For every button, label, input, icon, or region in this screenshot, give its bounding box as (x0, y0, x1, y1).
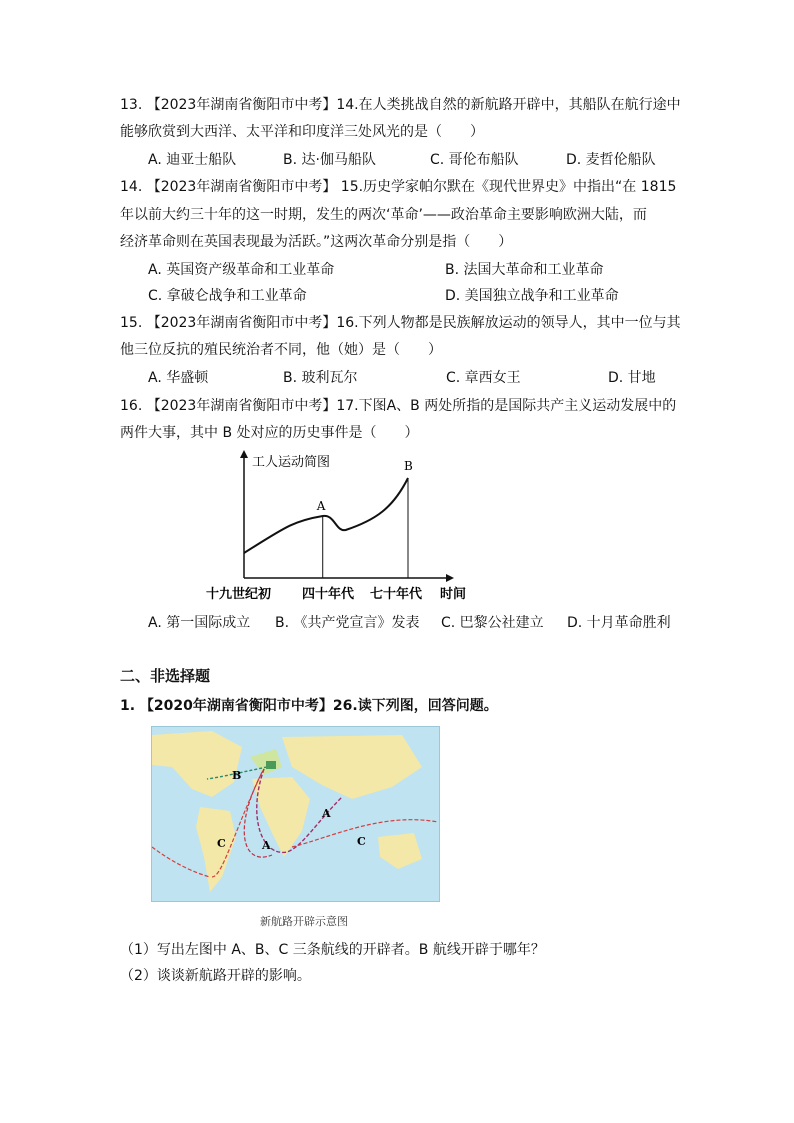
y-axis-arrow (240, 450, 248, 458)
x-axis-label: 时间 (440, 587, 467, 602)
q16-option-b: B. 《共产党宣言》发表 (275, 615, 420, 631)
q16-line1: 16. 【2023年湖南省衡阳市中考】17.下图A、B 两处所指的是国际共产主义运动发展中的 (120, 398, 677, 414)
q15-option-a: A. 华盛顿 (148, 370, 209, 386)
map-label-b: B (232, 769, 242, 782)
worker-movement-chart (200, 448, 480, 608)
q14-line2: 年以前大约三十年的这一时期，发生的两次‘革命’——政治革命主要影响欧洲大陆，而 (120, 207, 647, 223)
x-tick-3: 七十年代 (370, 587, 423, 602)
q16-option-a: A. 第一国际成立 (148, 615, 251, 631)
q15-option-b: B. 玻利瓦尔 (283, 370, 358, 386)
map-illustration (152, 727, 439, 901)
q1-line1: 1. 【2020年湖南省衡阳市中考】26.读下列图，回答问题。 (120, 698, 498, 714)
map-label-a2: A (262, 839, 271, 852)
q13-option-b: B. 达·伽马船队 (283, 152, 376, 168)
q13-option-d: D. 麦哲伦船队 (566, 152, 656, 168)
q14-option-a: A. 英国资产级革命和工业革命 (148, 262, 335, 278)
q15-option-c: C. 章西女王 (446, 370, 521, 386)
q15-option-d: D. 甘地 (608, 370, 656, 386)
q15-line1: 15. 【2023年湖南省衡阳市中考】16.下列人物都是民族解放运动的领导人，其中一位与其 (120, 315, 681, 331)
map-label-c1: C (217, 837, 226, 850)
map-label-a1: A (322, 807, 331, 820)
annotation-b: B (404, 459, 413, 473)
q13-line2: 能够欣赏到大西洋、太平洋和印度洋三处风光的是（ ） (120, 124, 484, 140)
asia-shape (282, 735, 422, 799)
annotation-a: A (316, 499, 326, 513)
q1-sub1: （1）写出左图中 A、B、C 三条航线的开辟者。B 航线开辟于哪年？ (120, 942, 545, 958)
series-line (244, 478, 408, 553)
australia-shape (378, 833, 422, 869)
q14-option-d: D. 美国独立战争和工业革命 (445, 288, 619, 304)
x-axis-arrow (446, 574, 454, 582)
q15-line2: 他三位反抗的殖民统治者不同，他（她）是（ ） (120, 342, 442, 358)
q13-option-a: A. 迪亚士船队 (148, 152, 237, 168)
map-label-c2: C (357, 835, 366, 848)
x-tick-1: 十九世纪初 (206, 587, 272, 602)
q1-sub2: （2）谈谈新航路开辟的影响。 (120, 968, 311, 984)
chart-title: 工人运动简图 (252, 455, 331, 470)
q16-option-d: D. 十月革命胜利 (567, 615, 671, 631)
map-caption: 新航路开辟示意图 (260, 915, 348, 928)
south-america-shape (196, 807, 236, 892)
q14-option-b: B. 法国大革命和工业革命 (445, 262, 604, 278)
x-tick-2: 四十年代 (302, 587, 355, 602)
q16-line2: 两件大事，其中 B 处对应的历史事件是（ ） (120, 425, 419, 441)
q14-line3: 经济革命则在英国表现最为活跃。”这两次革命分别是指（ ） (120, 234, 513, 250)
q16-option-c: C. 巴黎公社建立 (441, 615, 544, 631)
iberia-marker (266, 761, 276, 769)
north-america-shape (152, 731, 242, 797)
section-title: 二、非选择题 (120, 667, 211, 685)
route-map (151, 726, 440, 902)
q14-line1: 14. 【2023年湖南省衡阳市中考】 15.历史学家帕尔默在《现代世界史》中指出“在 1815 (120, 179, 677, 195)
q13-option-c: C. 哥伦布船队 (430, 152, 519, 168)
q13-line1: 13. 【2023年湖南省衡阳市中考】14.在人类挑战自然的新航路开辟中，其船队在航行途中 (120, 97, 681, 113)
q14-option-c: C. 拿破仑战争和工业革命 (148, 288, 307, 304)
